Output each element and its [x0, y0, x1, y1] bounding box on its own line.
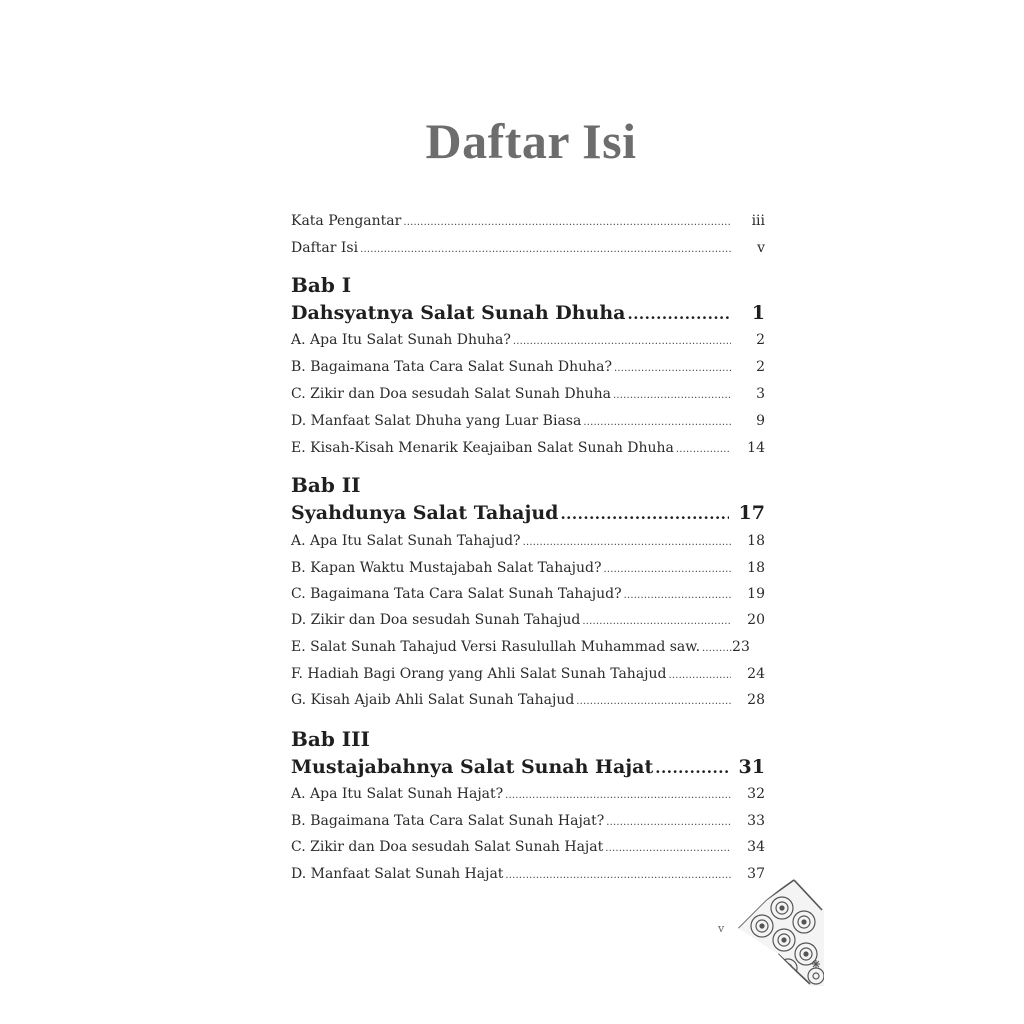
dot-leader	[523, 533, 731, 553]
chapter-heading-2[interactable]	[291, 500, 765, 527]
toc-entry-page: 19	[747, 586, 765, 602]
toc-entry-title: B. Bagaimana Tata Cara Salat Sunah Hajat?	[291, 813, 605, 829]
toc-entry-title: G. Kisah Ajaib Ahli Salat Sunah Tahajud	[291, 692, 575, 708]
toc-entry-title: A. Apa Itu Salat Sunah Dhuha?	[291, 332, 511, 348]
toc-entry-page: 23	[732, 639, 750, 655]
chapter-label-2: Bab II	[291, 473, 361, 497]
toc-entry-title: D. Manfaat Salat Sunah Hajat	[291, 866, 504, 882]
toc-entry-page: 18	[747, 533, 765, 549]
toc-entry[interactable]	[291, 384, 765, 406]
chapter-page: 31	[738, 756, 765, 778]
dot-leader	[605, 839, 731, 859]
dot-leader	[513, 332, 731, 352]
toc-entry[interactable]	[291, 811, 765, 833]
dot-leader	[505, 786, 731, 806]
toc-entry[interactable]	[291, 637, 765, 659]
page-number: v	[718, 922, 725, 935]
toc-entry-title: B. Bagaimana Tata Cara Salat Sunah Dhuha?	[291, 359, 613, 375]
toc-entry-title: C. Bagaimana Tata Cara Salat Sunah Tahajud?	[291, 586, 622, 602]
toc-entry-page: 14	[747, 440, 765, 456]
toc-entry-title: C. Zikir dan Doa sesudah Salat Sunah Hajat	[291, 839, 604, 855]
toc-entry-title: A. Apa Itu Salat Sunah Hajat?	[291, 786, 504, 802]
chapter-title: Mustajabahnya Salat Sunah Hajat	[291, 756, 654, 778]
toc-entry-title: A. Apa Itu Salat Sunah Tahajud?	[291, 533, 521, 549]
page-title: Daftar Isi	[425, 113, 637, 169]
dot-leader	[603, 560, 731, 580]
chapter-heading-3[interactable]	[291, 754, 765, 781]
toc-entry-page: 37	[747, 866, 765, 882]
toc-entry-page: 3	[756, 386, 765, 402]
toc-entry[interactable]	[291, 784, 765, 806]
toc-entry-title: F. Hadiah Bagi Orang yang Ahli Salat Sunah Tahajud	[291, 666, 667, 682]
toc-entry-title: D. Manfaat Salat Dhuha yang Luar Biasa	[291, 413, 582, 429]
chapter-heading-1[interactable]	[291, 300, 765, 327]
toc-entry-title: B. Kapan Waktu Mustajabah Salat Tahajud?	[291, 560, 602, 576]
chapter-page: 17	[738, 502, 765, 524]
toc-entry[interactable]	[291, 690, 765, 712]
toc-entry-page: 28	[747, 692, 765, 708]
toc-entry-kata-pengantar[interactable]	[291, 211, 765, 233]
toc-entry-title: D. Zikir dan Doa sesudah Sunah Tahajud	[291, 612, 581, 628]
toc-entry[interactable]	[291, 584, 765, 606]
toc-entry[interactable]	[291, 558, 765, 580]
dot-leader	[360, 240, 731, 260]
toc-entry[interactable]	[291, 438, 765, 460]
toc-entry-page: 18	[747, 560, 765, 576]
toc-entry-page: 2	[756, 359, 765, 375]
dot-leader	[582, 612, 731, 632]
toc-entry[interactable]	[291, 357, 765, 379]
toc-entry-page: 20	[747, 612, 765, 628]
toc-entry-page: 33	[747, 813, 765, 829]
dot-leader	[614, 359, 731, 379]
toc-entry[interactable]	[291, 330, 765, 352]
chapter-page: 1	[751, 302, 765, 324]
dot-leader	[627, 301, 729, 327]
chapter-title: Dahsyatnya Salat Sunah Dhuha	[291, 302, 626, 324]
dot-leader	[505, 866, 731, 886]
dot-leader	[403, 213, 731, 233]
toc-entry-page: 32	[747, 786, 765, 802]
toc-entry[interactable]	[291, 411, 765, 433]
toc-entry-title: E. Kisah-Kisah Menarik Keajaiban Salat Sunah Dhuha	[291, 440, 674, 456]
dot-leader	[613, 386, 731, 406]
toc-entry-page: 2	[756, 332, 765, 348]
dot-leader	[676, 440, 731, 460]
toc-entry[interactable]	[291, 610, 765, 632]
toc-entry[interactable]	[291, 531, 765, 553]
toc-entry-title: E. Salat Sunah Tahajud Versi Rasulullah Muhammad saw.	[291, 639, 701, 655]
toc-entry[interactable]	[291, 864, 765, 886]
toc-entry-page: 24	[747, 666, 765, 682]
batik-ornament-icon	[738, 878, 824, 986]
dot-leader	[624, 586, 731, 606]
dot-leader	[560, 501, 729, 527]
toc-entry-daftar-isi[interactable]	[291, 238, 765, 260]
chapter-label-1: Bab I	[291, 273, 352, 297]
toc-entry-page: 34	[747, 839, 765, 855]
dot-leader	[702, 639, 732, 659]
toc-entry-page: iii	[751, 213, 765, 229]
toc-entry-title: Kata Pengantar	[291, 213, 402, 229]
dot-leader	[583, 413, 731, 433]
toc-entry[interactable]	[291, 837, 765, 859]
toc-entry[interactable]	[291, 664, 765, 686]
toc-entry-page: 9	[756, 413, 765, 429]
dot-leader	[655, 755, 729, 781]
toc-entry-page: v	[757, 240, 765, 256]
chapter-title: Syahdunya Salat Tahajud	[291, 502, 559, 524]
dot-leader	[576, 692, 731, 712]
toc-entry-title: C. Zikir dan Doa sesudah Salat Sunah Dhuha	[291, 386, 611, 402]
dot-leader	[606, 813, 731, 833]
chapter-label-3: Bab III	[291, 727, 370, 751]
toc-entry-title: Daftar Isi	[291, 240, 359, 256]
dot-leader	[668, 666, 731, 686]
